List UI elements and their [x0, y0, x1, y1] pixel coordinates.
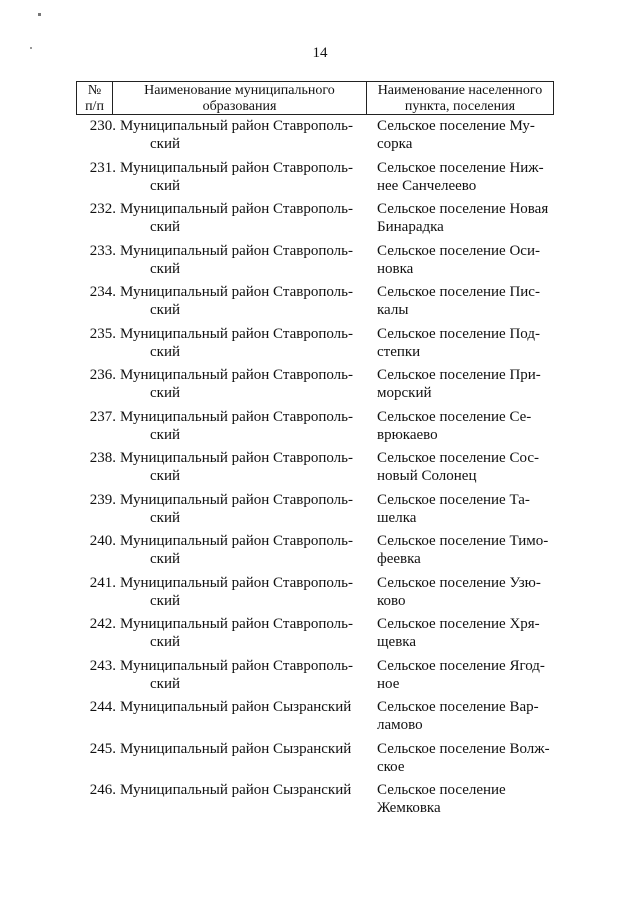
municipality-cell: [116, 159, 365, 201]
settlement-cell: [365, 242, 565, 284]
header-municipality-line1: Наименование муниципального: [144, 83, 335, 98]
scan-speck: [38, 13, 41, 16]
table-row: [76, 283, 554, 325]
municipality-line1: Муниципальный район Ставрополь-: [120, 450, 353, 466]
header-settlement-cell: [367, 82, 553, 114]
settlement-line1: Сельское поселение Вар-: [377, 699, 539, 715]
page-number: 14: [312, 45, 328, 61]
municipality-line2: ский: [150, 468, 180, 484]
municipality-line2: ский: [150, 509, 180, 526]
municipality-cell: [116, 366, 365, 408]
settlement-line1: Сельское поселение Се-: [377, 408, 532, 425]
municipality-cell: [116, 449, 365, 491]
settlement-line2: ное: [377, 675, 400, 692]
settlement-cell: [365, 408, 565, 450]
settlement-cell: [365, 657, 565, 699]
table-row: [76, 200, 554, 242]
settlement-line1: Сельское поселение При-: [377, 367, 541, 383]
table-row: [76, 449, 554, 491]
settlement-line2: ламово: [377, 717, 423, 733]
municipality-line2: ский: [150, 675, 180, 692]
municipality-cell: [116, 200, 365, 242]
table-row: [76, 657, 554, 699]
settlement-line2: калы: [377, 302, 409, 318]
municipality-cell: [116, 117, 365, 159]
municipality-line2: ский: [150, 426, 180, 443]
row-number: 236.: [89, 367, 116, 383]
table-row: [76, 242, 554, 284]
settlement-cell: [365, 491, 565, 533]
table-row: [76, 532, 554, 574]
municipality-line1: Муниципальный район Ставрополь-: [120, 616, 353, 632]
table-row: [76, 615, 554, 657]
settlement-line2: Жемковка: [377, 800, 441, 816]
table-row: [76, 366, 554, 408]
municipality-cell: [116, 242, 365, 284]
header-municipality-line2: образования: [202, 99, 277, 114]
header-number-line2: п/п: [85, 99, 104, 114]
settlement-line2: врюкаево: [377, 426, 438, 443]
row-number: 240.: [89, 533, 116, 549]
settlement-line2: степки: [377, 343, 421, 360]
settlement-line1: Сельское поселение Новая: [377, 201, 549, 217]
municipality-line1: Муниципальный район Сызранский: [120, 782, 352, 798]
settlement-line2: сорка: [377, 136, 413, 152]
municipality-cell: [116, 740, 365, 782]
settlement-cell: [365, 574, 565, 616]
municipality-cell: [116, 491, 365, 533]
municipality-line2: ский: [150, 385, 180, 401]
settlement-line2: Бинарадка: [377, 219, 444, 235]
settlement-line2: феевка: [377, 551, 421, 567]
table-row: [76, 325, 554, 367]
municipality-line1: Муниципальный район Ставрополь-: [120, 201, 353, 217]
table-row: [76, 781, 554, 823]
settlement-cell: [365, 200, 565, 242]
settlement-line1: Сельское поселение Волж-: [377, 740, 550, 757]
settlement-cell: [365, 740, 565, 782]
settlement-cell: [365, 449, 565, 491]
row-number: 232.: [89, 201, 116, 217]
municipality-line1: Муниципальный район Сызранский: [120, 699, 352, 715]
row-number: 230.: [89, 118, 116, 134]
table-row: [76, 408, 554, 450]
settlement-line2: новка: [377, 260, 414, 277]
header-settlement-line1: Наименование населенного: [377, 83, 543, 98]
row-number: 234.: [89, 284, 116, 300]
settlement-line1: Сельское поселение: [377, 782, 506, 798]
municipality-cell: [116, 574, 365, 616]
municipality-cell: [116, 657, 365, 699]
municipality-line1: Муниципальный район Ставрополь-: [120, 408, 353, 425]
row-number: 242.: [89, 616, 116, 632]
municipality-cell: [116, 283, 365, 325]
municipality-line2: ский: [150, 343, 180, 360]
municipality-cell: [116, 698, 365, 740]
municipality-line1: Муниципальный район Ставрополь-: [120, 242, 353, 259]
settlement-cell: [365, 615, 565, 657]
municipality-line2: ский: [150, 177, 180, 194]
table-header: [76, 81, 554, 115]
table-row: [76, 740, 554, 782]
municipality-line1: Муниципальный район Ставрополь-: [120, 367, 353, 383]
municipality-line2: ский: [150, 302, 180, 318]
row-number: 246.: [89, 782, 116, 798]
table-row: [76, 491, 554, 533]
settlement-line1: Сельское поселение Хря-: [377, 616, 540, 632]
municipality-line2: ский: [150, 551, 180, 567]
settlement-line2: новый Солонец: [377, 468, 477, 484]
table-row: [76, 117, 554, 159]
municipality-line2: ский: [150, 136, 180, 152]
settlement-line1: Сельское поселение Му-: [377, 118, 535, 134]
settlement-line1: Сельское поселение Тимо-: [377, 533, 549, 549]
municipality-cell: [116, 615, 365, 657]
settlement-line2: нее Санчелеево: [377, 177, 477, 194]
municipality-line2: ский: [150, 634, 180, 650]
settlement-line2: ково: [377, 592, 406, 609]
table-row: [76, 698, 554, 740]
municipality-line1: Муниципальный район Ставрополь-: [120, 159, 353, 176]
municipality-line1: Муниципальный район Ставрополь-: [120, 491, 353, 508]
municipality-line2: ский: [150, 219, 180, 235]
settlement-line2: щевка: [377, 634, 417, 650]
settlement-cell: [365, 283, 565, 325]
row-number: 231.: [89, 159, 116, 176]
settlement-cell: [365, 781, 565, 823]
municipality-cell: [116, 781, 365, 823]
settlement-cell: [365, 366, 565, 408]
municipality-cell: [116, 532, 365, 574]
row-number: 244.: [89, 699, 116, 715]
row-number: 241.: [89, 574, 116, 591]
settlement-line2: шелка: [377, 509, 417, 526]
row-number: 233.: [89, 242, 116, 259]
header-number-cell: [77, 82, 113, 114]
row-number: 243.: [89, 657, 116, 674]
municipality-cell: [116, 408, 365, 450]
municipality-line1: Муниципальный район Ставрополь-: [120, 533, 353, 549]
municipality-line1: Муниципальный район Ставрополь-: [120, 118, 353, 134]
row-number: 245.: [89, 740, 116, 757]
municipality-line2: ский: [150, 260, 180, 277]
municipality-line1: Муниципальный район Ставрополь-: [120, 325, 353, 342]
settlement-cell: [365, 532, 565, 574]
row-number: 239.: [89, 491, 116, 508]
settlement-cell: [365, 159, 565, 201]
table-body: [76, 117, 554, 823]
settlement-line1: Сельское поселение Ягод-: [377, 657, 545, 674]
settlement-line1: Сельское поселение Та-: [377, 491, 530, 508]
settlement-cell: [365, 325, 565, 367]
header-settlement-line2: пункта, поселения: [404, 99, 516, 114]
settlement-line1: Сельское поселение Узю-: [377, 574, 541, 591]
row-number: 238.: [89, 450, 116, 466]
settlement-line1: Сельское поселение Оси-: [377, 242, 540, 259]
table-row: [76, 159, 554, 201]
row-number: 235.: [89, 325, 116, 342]
settlement-line1: Сельское поселение Пис-: [377, 284, 540, 300]
settlement-line1: Сельское поселение Ниж-: [377, 159, 544, 176]
municipality-cell: [116, 325, 365, 367]
settlement-cell: [365, 698, 565, 740]
header-municipality-cell: [113, 82, 367, 114]
municipality-line1: Муниципальный район Ставрополь-: [120, 657, 353, 674]
municipality-line2: ский: [150, 592, 180, 609]
settlement-line1: Сельское поселение Под-: [377, 325, 540, 342]
settlement-line2: морский: [377, 385, 432, 401]
table-row: [76, 574, 554, 616]
settlement-cell: [365, 117, 565, 159]
municipality-line1: Муниципальный район Ставрополь-: [120, 284, 353, 300]
municipality-line1: Муниципальный район Сызранский: [120, 740, 352, 757]
header-number-line1: №: [87, 83, 102, 98]
settlement-line1: Сельское поселение Сос-: [377, 450, 539, 466]
settlement-line2: ское: [377, 758, 405, 775]
row-number: 237.: [89, 408, 116, 425]
municipality-line1: Муниципальный район Ставрополь-: [120, 574, 353, 591]
